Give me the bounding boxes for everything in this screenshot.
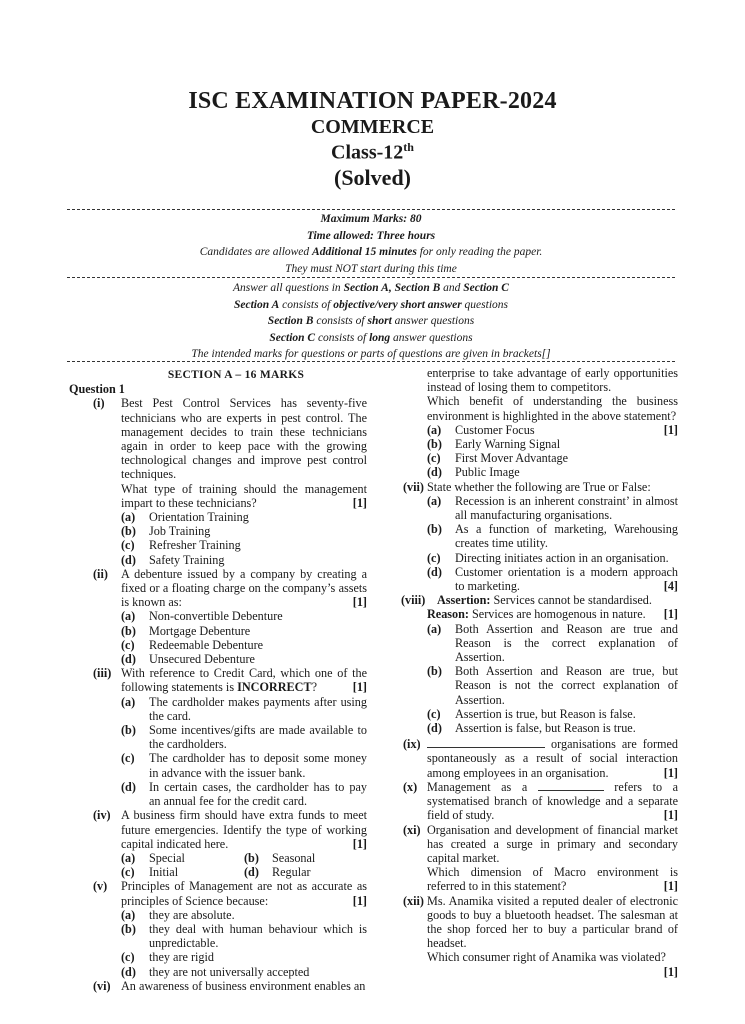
option (121, 851, 244, 865)
option-letter: (c) (427, 706, 441, 721)
option-letter: (d) (427, 564, 442, 579)
reason (427, 607, 678, 621)
txt: What type of training should the management impart to these technicians? (121, 481, 367, 510)
option-text: Seasonal (272, 850, 316, 865)
question-xii (403, 894, 678, 979)
exam-meta (67, 211, 675, 277)
question-vii (403, 480, 678, 594)
option-text: Special (149, 850, 185, 865)
option-text: As a function of marketing, Warehousing creates time utility. (455, 522, 678, 551)
option-letter: (c) (427, 451, 441, 466)
question-text (427, 865, 678, 893)
option (427, 622, 678, 665)
question-number: (iii) (93, 666, 112, 681)
question-number: (v) (93, 879, 108, 894)
option-text: First Mover Advantage (455, 451, 569, 466)
txt: refers to a systematised branch of knowledge and a separate field of study. (427, 779, 678, 823)
instruction-line (67, 297, 675, 314)
question-ii (85, 567, 367, 666)
marks: [1] (663, 422, 678, 437)
txt: INCORRECT (237, 680, 312, 695)
assertion (437, 593, 678, 607)
reading-bold: Additional 15 minutes (312, 246, 417, 258)
txt: Section B (267, 315, 314, 327)
txt: A debenture issued by a company by creating a fixed or a floating charge on the company’s assets is known as: (121, 566, 367, 610)
option (121, 695, 367, 723)
option (427, 494, 678, 522)
option (121, 965, 367, 979)
option-text: Mortgage Debenture (149, 623, 251, 638)
max-marks: Maximum Marks: 80 (320, 213, 422, 225)
option (427, 551, 678, 565)
marks: [1] (352, 595, 367, 610)
option (427, 451, 678, 465)
option-text: they are rigid (149, 950, 214, 965)
option-letter: (b) (427, 437, 442, 452)
option (121, 865, 244, 879)
question-number: (iv) (93, 808, 111, 823)
txt: With reference to Credit Card, which one of the following statements is (121, 666, 367, 695)
question-x (403, 780, 678, 823)
txt: answer questions (391, 315, 475, 327)
option (121, 950, 367, 964)
subject-title: COMMERCE (310, 116, 435, 138)
txt: ? (311, 680, 318, 695)
txt: short (367, 315, 392, 327)
question-text: Ms. Anamika visited a reputed dealer of electronic goods to buy a bluetooth headset. The salesman at the shop forced her to buy a particular brand of headset. (427, 893, 678, 951)
txt: consists of (279, 298, 334, 311)
question-ix (403, 737, 678, 780)
option (427, 721, 678, 735)
option-text: Assertion is false, but Reason is true. (455, 721, 636, 736)
option-letter: (d) (121, 652, 136, 667)
txt: Which benefit of understanding the business environment is highlighted in the above statement? (427, 394, 678, 423)
question-text: Which consumer right of Anamika was violated? (427, 950, 666, 965)
question-text (121, 879, 367, 907)
txt: Assertion: (437, 593, 491, 608)
option-letter: (c) (121, 751, 135, 766)
txt: objective/very short answer (333, 298, 462, 311)
txt: Services are homogenous in nature. (468, 607, 646, 622)
txt: Section C (269, 331, 316, 344)
option-letter: (b) (244, 850, 259, 865)
option-letter: (a) (427, 493, 442, 508)
txt: Principles of Management are not as accurate as principles of Science because: (121, 879, 367, 908)
option-letter: (a) (121, 850, 136, 865)
question-text: State whether the following are True or False: (427, 479, 651, 494)
section-heading: SECTION A – 16 MARKS (167, 369, 305, 381)
option (121, 538, 367, 552)
question-number: (x) (403, 779, 418, 794)
paper-title: ISC EXAMINATION PAPER-2024 (188, 88, 557, 114)
txt: organisations are formed spontaneously as a result of social interaction among employees in an organisation. (427, 737, 678, 780)
option-letter: (a) (121, 694, 136, 709)
option-row (121, 865, 367, 879)
option-text: Customer Focus (455, 422, 535, 437)
option (121, 780, 367, 808)
option-letter: (b) (121, 623, 136, 638)
option-row (121, 851, 367, 865)
divider (67, 209, 675, 210)
marks: [1] (663, 808, 678, 823)
marks: [4] (663, 579, 678, 594)
option-text: Both Assertion and Reason are true and Reason is the correct explanation of Assertion. (455, 621, 678, 665)
time-allowed: Time allowed: Three hours (306, 229, 436, 242)
marks: [1] (352, 495, 367, 510)
option-text: Unsecured Debenture (149, 652, 255, 667)
question-iii (85, 666, 367, 808)
instruction-line (67, 313, 675, 330)
option-letter: (a) (121, 609, 136, 624)
option (121, 609, 367, 623)
question-number: (ii) (93, 566, 108, 581)
option (244, 865, 367, 879)
right-column (403, 366, 678, 979)
reading-pre: Candidates are allowed (199, 246, 313, 258)
question-number: (ix) (403, 737, 421, 752)
class-label: Class-12 (331, 141, 404, 164)
txt: and (440, 282, 464, 294)
fill-blank (427, 737, 545, 748)
option (121, 751, 367, 779)
txt: answer questions (390, 331, 473, 344)
option (121, 524, 367, 538)
option-text: In certain cases, the cardholder has to pay an annual fee for the credit card. (149, 779, 367, 809)
marks: [1] (352, 680, 367, 695)
question-number: (i) (93, 396, 105, 411)
option-text: they are not universally accepted (149, 964, 310, 979)
txt: consists of (313, 315, 368, 327)
question-text (121, 666, 367, 694)
option-text: Job Training (149, 524, 211, 539)
solved-label: (Solved) (334, 165, 411, 190)
option (121, 652, 367, 666)
option-text: Customer orientation is a modern approach to marketing. (455, 564, 678, 594)
divider (67, 361, 675, 362)
option-text: Initial (149, 865, 179, 880)
fill-blank (538, 780, 604, 791)
option-letter: (a) (427, 621, 442, 636)
option-text: The cardholder has to deposit some money in advance with the issuer bank. (149, 751, 367, 780)
marks: [1] (352, 893, 367, 908)
option-letter: (b) (121, 524, 136, 539)
option-letter: (b) (427, 522, 442, 537)
question-number: (xii) (403, 893, 424, 908)
option-letter: (d) (427, 721, 442, 736)
option-text: Directing initiates action in an organisation. (455, 550, 669, 565)
option-text: Both Assertion and Reason are true, but Reason is not the correct explanation of Assertion. (455, 664, 678, 707)
marks: [1] (663, 879, 678, 894)
option-letter: (d) (121, 552, 136, 567)
txt: Section A, Section B (343, 282, 441, 294)
class-title (0, 140, 745, 165)
question-text (121, 482, 367, 510)
option-letter: (a) (121, 907, 136, 922)
option-text: Early Warning Signal (455, 437, 561, 452)
question-text (427, 780, 678, 823)
question-marks-line (427, 965, 678, 979)
txt: Management as a (427, 779, 538, 794)
instructions (67, 280, 675, 363)
no-start-note: They must NOT start during this time (285, 262, 457, 275)
option (121, 624, 367, 638)
option (427, 707, 678, 721)
option-letter: (b) (121, 723, 136, 738)
question-vi (85, 979, 367, 993)
marks: [1] (663, 765, 678, 780)
option (121, 723, 367, 751)
option-text: Orientation Training (149, 510, 249, 525)
option-letter: (c) (427, 550, 441, 565)
option-letter: (d) (244, 865, 259, 880)
option (427, 437, 678, 451)
question-text (121, 808, 367, 851)
txt: Section C (463, 282, 509, 294)
question-text: Organisation and development of financial market has created a surge in primary and secondary capital market. (427, 822, 678, 865)
option (121, 510, 367, 524)
option-letter: (b) (427, 664, 442, 679)
marks: [1] (352, 836, 367, 851)
txt: Which dimension of Macro environment is referred to in this statement? (427, 865, 678, 894)
question-number: (vii) (403, 479, 424, 494)
question-text: An awareness of business environment enables an (121, 978, 366, 993)
marks: [1] (663, 964, 678, 979)
option-letter: (d) (427, 465, 442, 480)
option-letter: (d) (121, 964, 136, 979)
option-text: Safety Training (149, 552, 225, 567)
option (121, 908, 367, 922)
question-vi-continued (403, 366, 678, 480)
question-iv (85, 808, 367, 879)
option-letter: (c) (121, 865, 135, 880)
option-text: Redeemable Debenture (149, 637, 264, 652)
question-number: (xi) (403, 822, 421, 837)
txt: long (369, 331, 391, 344)
question-text: enterprise to take advantage of early opportunities instead of losing them to competitors. (427, 366, 678, 395)
question-text: Best Pest Control Services has seventy-five technicians who are experts in pest control. The management decides to train these technicians again in order to keep pace with the growing technological changes and improve pest control techniques. (121, 396, 367, 482)
option-text: Non-convertible Debenture (149, 609, 283, 624)
txt: Answer all questions in (233, 282, 344, 294)
txt: Reason: (427, 607, 469, 622)
option-letter: (b) (121, 921, 136, 936)
question-v (85, 879, 367, 978)
question-number: (vi) (93, 978, 111, 993)
option-text: they are absolute. (149, 907, 235, 922)
option-text: they deal with human behaviour which is unpredictable. (149, 921, 367, 951)
reading-time (67, 244, 675, 261)
question-label: Question 1 (69, 382, 125, 397)
option-text: The cardholder makes payments after using the card. (149, 694, 367, 723)
left-column (69, 368, 367, 993)
option-text: Refresher Training (149, 538, 241, 553)
option (427, 465, 678, 479)
option (121, 922, 367, 950)
option (427, 565, 678, 593)
instruction-line: The intended marks for questions or parts of questions are given in brackets[] (191, 348, 551, 360)
option (121, 553, 367, 567)
option-text: Public Image (455, 465, 520, 480)
question-xi (403, 823, 678, 894)
question-text (121, 567, 367, 610)
question-i (85, 396, 367, 566)
instruction-line (67, 280, 675, 297)
option (427, 664, 678, 707)
option-letter: (c) (121, 538, 135, 553)
option (244, 851, 367, 865)
divider (67, 277, 675, 278)
txt: Section A (234, 298, 280, 311)
option-text: Recession is an inherent constraint’ in almost all manufacturing organisations. (455, 493, 678, 523)
class-sup: th (403, 140, 414, 154)
question-number: (viii) (401, 593, 426, 608)
txt: A business firm should have extra funds to meet future emergencies. Identify the type of working capital indicated here. (121, 808, 367, 851)
question-viii (403, 593, 678, 735)
option-letter: (a) (427, 422, 442, 437)
option (121, 638, 367, 652)
option (427, 423, 678, 437)
option-text: Assertion is true, but Reason is false. (455, 706, 636, 721)
option-text: Some incentives/gifts are made available to the cardholders. (149, 723, 367, 752)
txt: questions (461, 298, 508, 311)
option-letter: (c) (121, 950, 135, 965)
marks: [1] (663, 607, 678, 622)
option-letter: (d) (121, 779, 136, 794)
option-letter: (c) (121, 637, 135, 652)
txt: Services cannot be standardised. (490, 593, 652, 608)
instruction-line (67, 330, 675, 347)
option-text: Regular (272, 865, 311, 880)
option (427, 522, 678, 550)
question-text (427, 737, 678, 780)
option-letter: (a) (121, 510, 136, 525)
txt: consists of (315, 331, 370, 344)
reading-post: for only reading the paper. (416, 246, 543, 258)
